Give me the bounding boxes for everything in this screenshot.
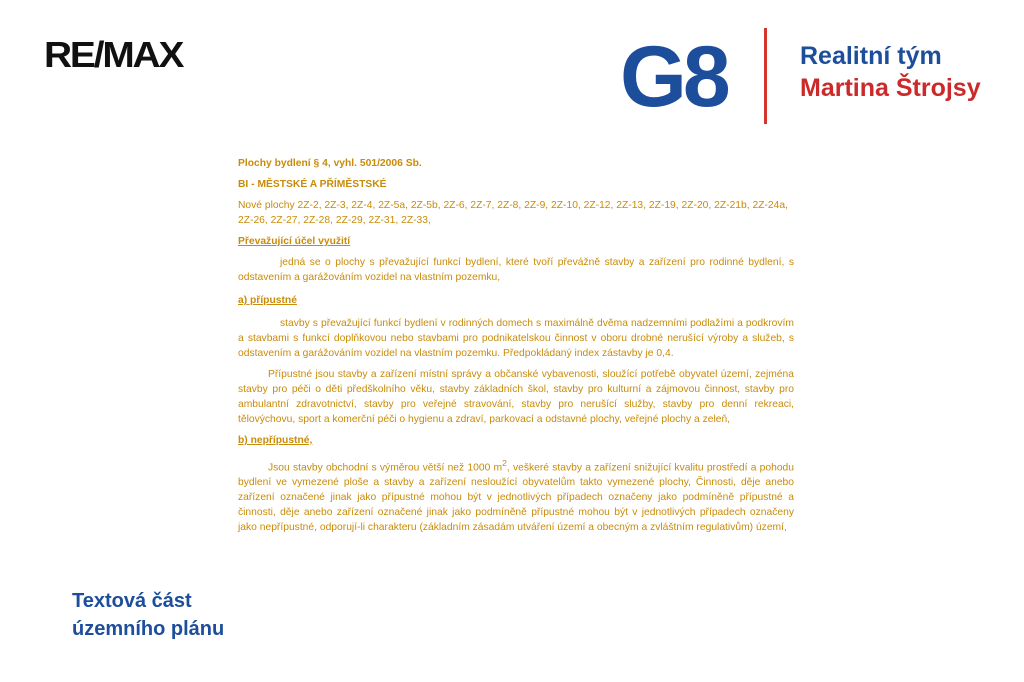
new-areas-list: Nové plochy 2Z-2, 2Z-3, 2Z-4, 2Z-5a, 2Z-5b, 2Z-6, 2Z-7, 2Z-8, 2Z-9, 2Z-10, 2Z-12, 2Z-13, 2Z-19, 2Z-20, 2Z-21b, 2Z-24a, 2Z-26, 2Z-27, 2Z-28, 2Z-29, 2Z-31, 2Z-33, (238, 200, 788, 226)
allowed-paragraph-1: stavby s převažující funkcí bydlení v rodinných domech s maximálně dvěma nadzemními podlažími a podkrovím a stavbami s funkcí doplňkovou nebo stavbami pro podnikatelskou činnost v oboru drobné nerušící výroby a služeb, s odstavením a garážováním vozidel na vlastním pozemku. Předpokládaný index zástavby je 0,4. (238, 318, 794, 359)
forbidden-text-start: Jsou stavby obchodní s výměrou větší než 1000 m (268, 462, 503, 474)
main-use-paragraph: jedná se o plochy s převažující funkcí bydlení, které tvoří převážně stavby a zařízení pro rodinné bydlení, s odstavením a garážováním vozidel na vlastním pozemku, (238, 257, 794, 283)
caption-line1: Textová část (72, 590, 192, 612)
document-excerpt (238, 156, 794, 541)
forbidden-text-end: , veškeré stavby a zařízení snižující kvalitu prostředí a pohodu bydlení ve vymezené ploše a stavby a zařízení nesloužící obyvatelům takto vymezené plochy, Činnosti, děje anebo zařízení označené jinak jako přípustné mohou být v jednotlivých případech označeny jako podmíněně přípustné a činnosti, děje anebo zařízení označené jinak jako podmíněně přípustné mohou být v jednotlivých případech označeny jako nepřípustné, odporují-li charakteru (základním zásadám utváření území a obecným a zvláštním regulativům) území, (238, 462, 794, 534)
zone-title: BI - MĚSTSKÉ A PŘÍMĚSTSKÉ (238, 179, 387, 190)
section-forbidden-heading: b) nepřípustné, (238, 435, 313, 446)
caption-line2: územního plánu (72, 618, 225, 640)
section-main-use-heading: Převažující účel využití (238, 236, 351, 247)
document-heading: Plochy bydlení § 4, vyhl. 501/2006 Sb. (238, 158, 422, 169)
remax-logo: RE/MAX (44, 34, 183, 75)
team-name-line1: Realitní tým (800, 42, 942, 70)
section-allowed-heading: a) přípustné (238, 295, 297, 306)
g8-logo: G8 (620, 29, 727, 125)
forbidden-paragraph (238, 456, 794, 535)
area-unit-superscript: 2 (502, 458, 507, 468)
team-name-line2: Martina Štrojsy (800, 74, 981, 102)
allowed-paragraph-2: Přípustné jsou stavby a zařízení místní správy a občanské vybavenosti, sloužící potřebě obyvatel území, zejména stavby pro péči o děti předškolního věku, stavby základních škol, stavby pro kulturní a zájmovou činnost, stavby pro ambulantní zdravotnictví, stavby pro veřejné stravování, stavby pro nerušící služby, stavby pro denní rekreaci, tělovýchovu, sport a komerční péči o hygienu a zdraví, parkovací a odstavné plochy, veřejné plochy a zeleň, (238, 369, 794, 425)
brand-divider (764, 28, 767, 124)
